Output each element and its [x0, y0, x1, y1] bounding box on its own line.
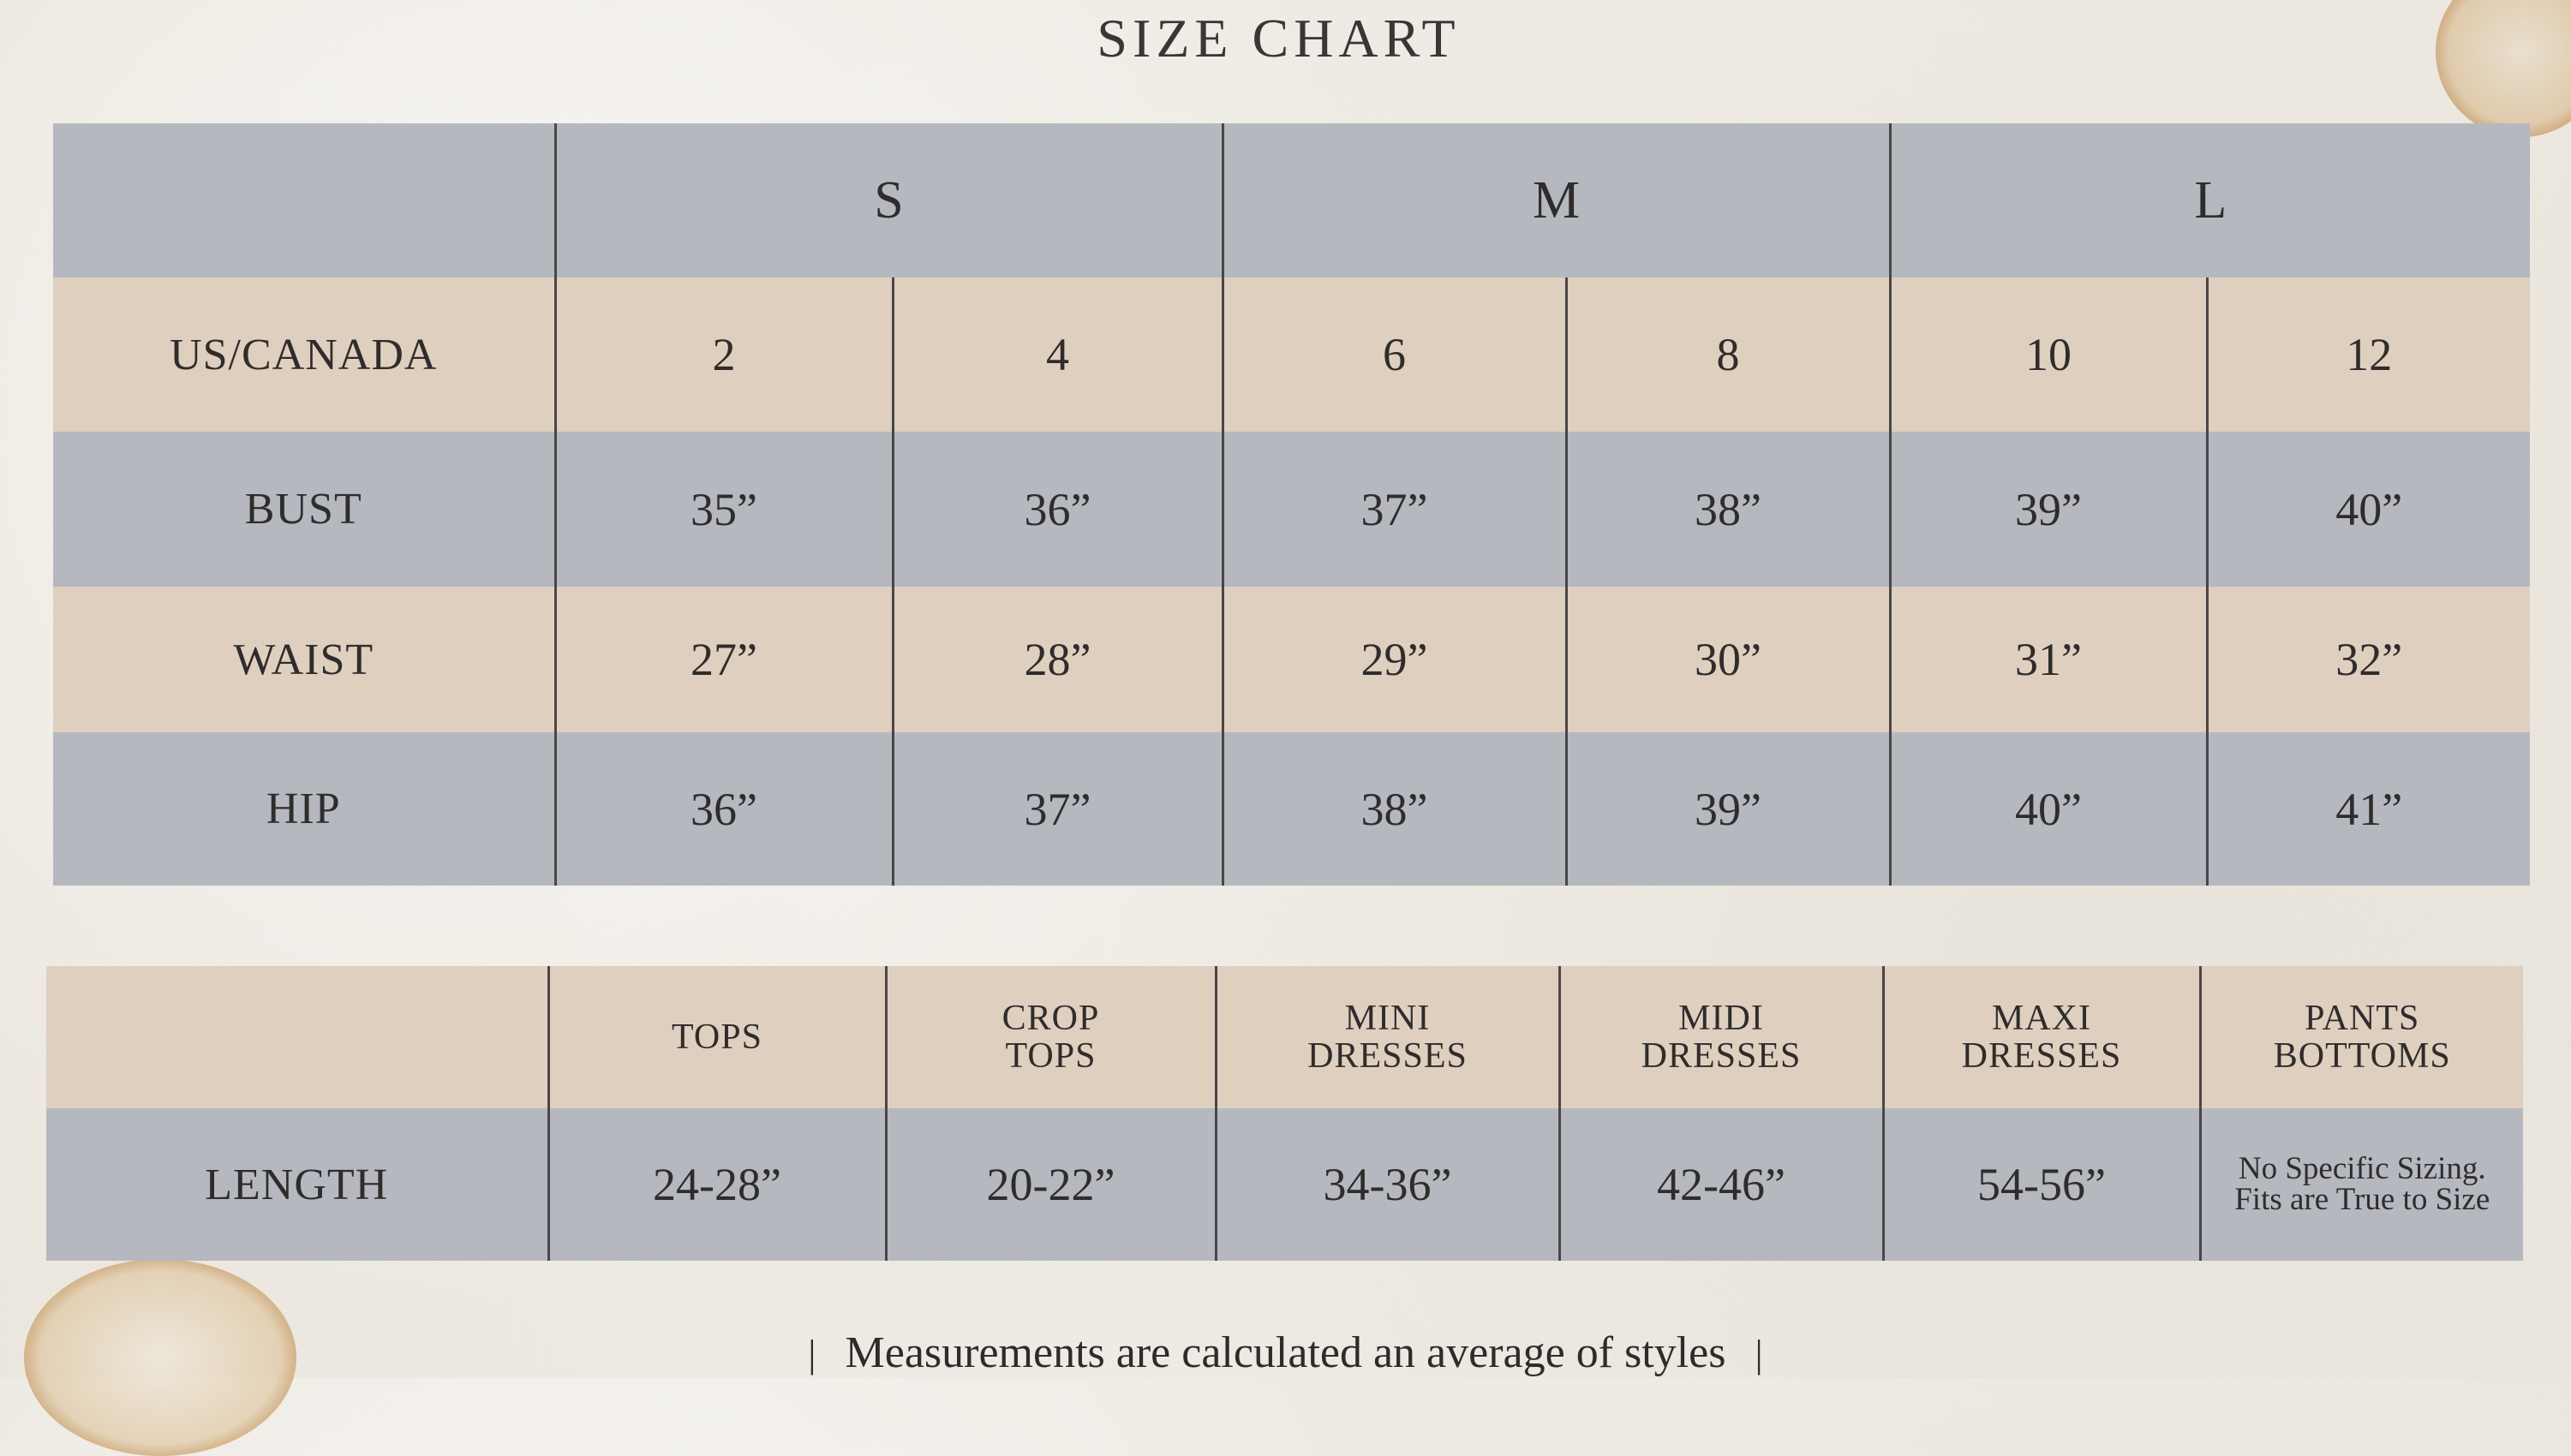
table-cell: 28”: [893, 587, 1223, 732]
category-header-row: [46, 966, 2523, 1108]
table-cell: 30”: [1566, 587, 1890, 732]
note-line: No Specific Sizing.: [2238, 1151, 2486, 1186]
footer-separator: |: [1755, 1332, 1763, 1375]
size-group-s: S: [555, 123, 1223, 277]
size-group-m: M: [1223, 123, 1890, 277]
category-line: MINI: [1344, 999, 1431, 1038]
table-cell: 38”: [1566, 432, 1890, 587]
table-cell: 41”: [2207, 732, 2530, 886]
footer-note: [0, 1328, 2571, 1378]
table-cell: 40”: [1890, 732, 2207, 886]
page-title: SIZE CHART: [1097, 8, 1461, 69]
table-cell: 40”: [2207, 432, 2530, 587]
category-line: BOTTOMS: [2273, 1036, 2451, 1076]
footer-text: Measurements are calculated an average of styles: [845, 1328, 1726, 1377]
category-line: DRESSES: [1961, 1036, 2122, 1076]
size-group-l: L: [1890, 123, 2530, 277]
table-cell: 31”: [1890, 587, 2207, 732]
table-cell: 36”: [555, 732, 893, 886]
category-crop-tops: [886, 966, 1216, 1108]
category-line: MAXI: [1992, 999, 2091, 1038]
table-cell: 2: [555, 277, 893, 432]
table-row: [53, 587, 2530, 732]
empty-header-cell: [46, 966, 548, 1108]
table-cell: 4: [893, 277, 1223, 432]
category-line: DRESSES: [1307, 1036, 1468, 1076]
category-pants-bottoms: [2200, 966, 2523, 1108]
category-tops: [548, 966, 886, 1108]
table-cell: 54-56”: [1883, 1108, 2200, 1261]
table-row: [53, 732, 2530, 886]
table-cell: 42-46”: [1559, 1108, 1883, 1261]
size-table: [53, 123, 2530, 886]
table-cell: 36”: [893, 432, 1223, 587]
row-label: US/CANADA: [170, 330, 438, 379]
size-group-header-row: [53, 123, 2530, 277]
table-cell: 37”: [893, 732, 1223, 886]
table-cell: 20-22”: [886, 1108, 1216, 1261]
category-line: MIDI: [1678, 999, 1764, 1038]
table-cell: 39”: [1890, 432, 2207, 587]
category-line: TOPS: [1005, 1036, 1097, 1076]
table-cell: 10: [1890, 277, 2207, 432]
category-maxi-dresses: [1883, 966, 2200, 1108]
category-midi-dresses: [1559, 966, 1883, 1108]
table-cell: 6: [1223, 277, 1566, 432]
table-cell: 27”: [555, 587, 893, 732]
table-cell: 32”: [2207, 587, 2530, 732]
table-cell: 37”: [1223, 432, 1566, 587]
sizing-note: [2200, 1108, 2523, 1261]
table-cell: 38”: [1223, 732, 1566, 886]
table-row: [53, 432, 2530, 587]
table-cell: 8: [1566, 277, 1890, 432]
table-row: [53, 277, 2530, 432]
row-label: BUST: [244, 485, 362, 534]
table-cell: 29”: [1223, 587, 1566, 732]
category-line: TOPS: [672, 1017, 762, 1057]
table-cell: 39”: [1566, 732, 1890, 886]
table-cell: 35”: [555, 432, 893, 587]
table-row: [46, 1108, 2523, 1261]
category-mini-dresses: [1216, 966, 1559, 1108]
table-cell: 34-36”: [1216, 1108, 1559, 1261]
note-line: Fits are True to Size: [2234, 1182, 2490, 1217]
length-table: [46, 966, 2523, 1261]
row-label: WAIST: [233, 635, 374, 684]
empty-header-cell: [53, 123, 555, 277]
table-cell: 24-28”: [548, 1108, 886, 1261]
footer-separator: |: [808, 1332, 816, 1375]
category-line: CROP: [1001, 999, 1100, 1038]
row-label: LENGTH: [205, 1160, 389, 1209]
row-label: HIP: [266, 785, 341, 833]
category-line: DRESSES: [1641, 1036, 1802, 1076]
category-line: PANTS: [2305, 999, 2420, 1038]
table-cell: 12: [2207, 277, 2530, 432]
